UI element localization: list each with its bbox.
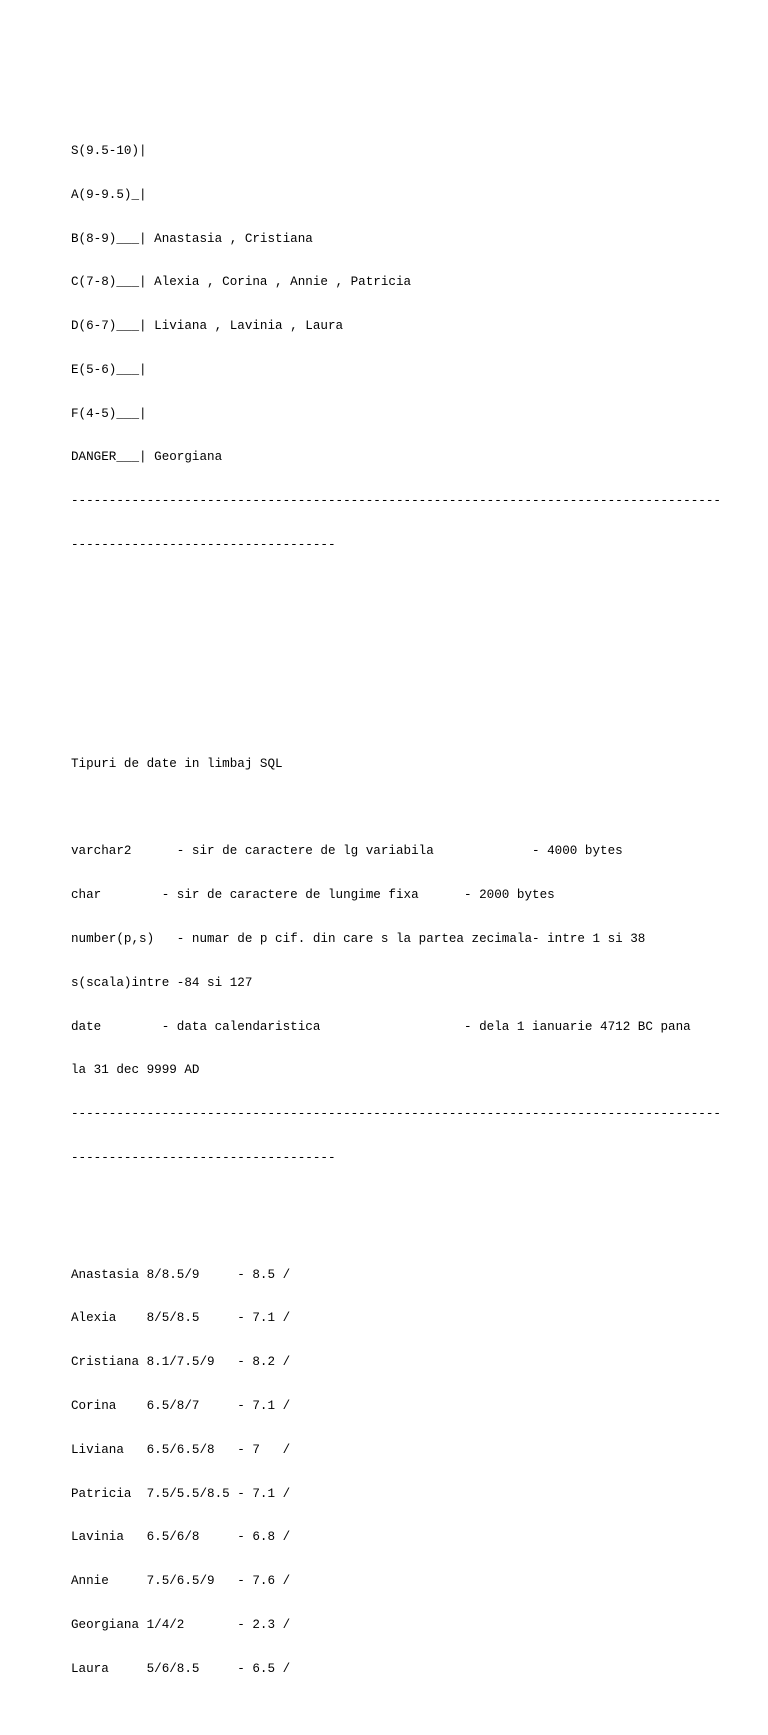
sql-type-date-continued: la 31 dec 9999 AD: [71, 1063, 200, 1078]
score-row: Laura 5/6/8.5 - 6.5 /: [71, 1661, 291, 1676]
grade-row-a: A(9-9.5)_|: [71, 187, 147, 202]
sql-type-date: date - data calendaristica - dela 1 ianuarie 4712 BC pana: [71, 1019, 691, 1034]
score-row: Alexia 8/5/8.5 - 7.1 /: [71, 1311, 291, 1326]
scores-block: [71, 1239, 721, 1706]
score-row: Patricia 7.5/5.5/8.5 - 7.1 /: [71, 1486, 291, 1501]
sql-type-char: char - sir de caractere de lungime fixa - 2000 bytes: [71, 888, 555, 903]
score-row: Cristiana 8.1/7.5/9 - 8.2 /: [71, 1355, 291, 1370]
score-row: Annie 7.5/6.5/9 - 7.6 /: [71, 1574, 291, 1589]
blank-line: [71, 801, 721, 816]
separator-line: --------------------------------------------------------------------------------------: [71, 1107, 721, 1122]
grade-scale-block: [71, 115, 721, 582]
grade-row-e: E(5-6)___|: [71, 362, 147, 377]
grade-row-f: F(4-5)___|: [71, 406, 147, 421]
score-row: Liviana 6.5/6.5/8 - 7 /: [71, 1442, 291, 1457]
grade-row-c: C(7-8)___| Alexia , Corina , Annie , Patricia: [71, 275, 412, 290]
grade-row-s: S(9.5-10)|: [71, 143, 147, 158]
blank-line: [71, 626, 721, 641]
sql-type-number-continued: s(scala)intre -84 si 127: [71, 975, 253, 990]
score-row: Corina 6.5/8/7 - 7.1 /: [71, 1399, 291, 1414]
separator-line-continued: -----------------------------------: [71, 1150, 336, 1165]
separator-line: --------------------------------------------------------------------------------------: [71, 494, 721, 509]
sql-type-number: number(p,s) - numar de p cif. din care s la partea zecimala- intre 1 si 38: [71, 932, 646, 947]
sql-types-block: [71, 728, 721, 1195]
document-page: [71, 71, 721, 1735]
blank-line: [71, 669, 721, 684]
grade-row-b: B(8-9)___| Anastasia , Cristiana: [71, 231, 313, 246]
score-row: Georgiana 1/4/2 - 2.3 /: [71, 1617, 291, 1632]
grade-row-d: D(6-7)___| Liviana , Lavinia , Laura: [71, 319, 344, 334]
score-row: Lavinia 6.5/6/8 - 6.8 /: [71, 1530, 291, 1545]
sql-type-varchar2: varchar2 - sir de caractere de lg variabila - 4000 bytes: [71, 844, 623, 859]
score-row: Anastasia 8/8.5/9 - 8.5 /: [71, 1267, 291, 1282]
section-title: Tipuri de date in limbaj SQL: [71, 756, 283, 771]
separator-line-continued: -----------------------------------: [71, 538, 336, 552]
grade-row-danger: DANGER___| Georgiana: [71, 450, 223, 465]
